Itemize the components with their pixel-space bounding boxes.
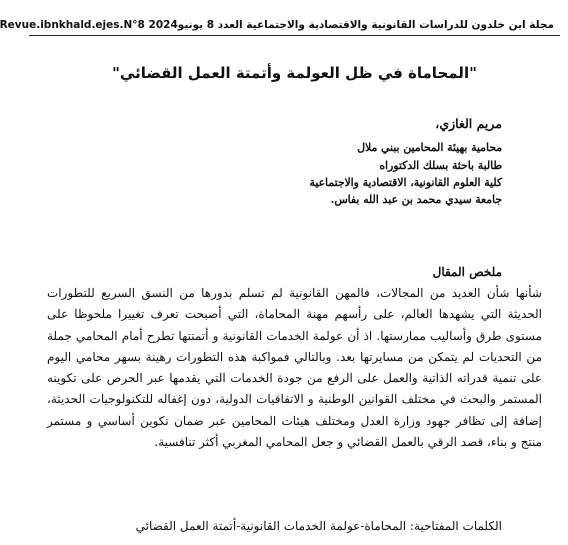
author-name: مريم الغازي،: [435, 116, 502, 131]
abstract-body: شأنها شأن العديد من المجالات، فالمهن القانونية لم تسلم بدورها من النسق السريع للتطورات الحديثة التي يشهدها العالم، على رأسهم مهنة المحاماة، التي أصبحت تعرف تغييرا ملحوظا على مستوى طرق وأساليب ممارستها. اذ أن عولمة الخدمات القانونية و أتمتتها تطرح أمام المحامي جملة من التحديات لم يتمكن من مسايرتها بعد. وبالتالي فمواكبة هذه التطورات رهينة بسهر محامي اليوم على تنمية قدراته الذاتية والعمل على الرفع من جودة الخدمات التي يقدمها عبر الحرص على تكوينه المستمر والبحث في مختلف القوانين الوطنية و الاتفاقيات الدولية، دون إغفاله للتكنولوجيات الحديثة، إضافة إلى تظافر جهود وزارة العدل ومختلف هيئات المحامين عبر ضمان تكوين أساسي و مستمر منتج و بناء، قصد الرقي بالعمل القضائي و جعل المحامي المغربي أكثر تنافسية.: [47, 286, 542, 450]
affiliation-line: طالبة باحثة بسلك الدكتوراه: [379, 159, 502, 172]
journal-header: مجلة ابن خلدون للدراسات القانونية والاقتصادية والاجتماعية العدد 8 يونيو2024 Revue.ibnkhald.ejes.N°8: [0, 19, 554, 31]
article-title: "المحاماة في ظل العولمة وأتمتة العمل القضائي": [112, 64, 477, 82]
abstract-heading: ملخص المقال: [432, 265, 502, 279]
affiliation-line: كلية العلوم القانونية، الاقتصادية والاجتماعية: [309, 176, 502, 189]
affiliation-line: محامية بهيئة المحامين ببني ملال: [357, 141, 502, 154]
keywords-line: الكلمات المفتاحية: المحاماة-عولمة الخدمات القانونية-أتمتة العمل القضائي: [135, 519, 502, 533]
affiliation-line: جامعة سيدي محمد بن عبد الله بفاس.: [330, 193, 502, 206]
header-divider: [29, 35, 560, 36]
